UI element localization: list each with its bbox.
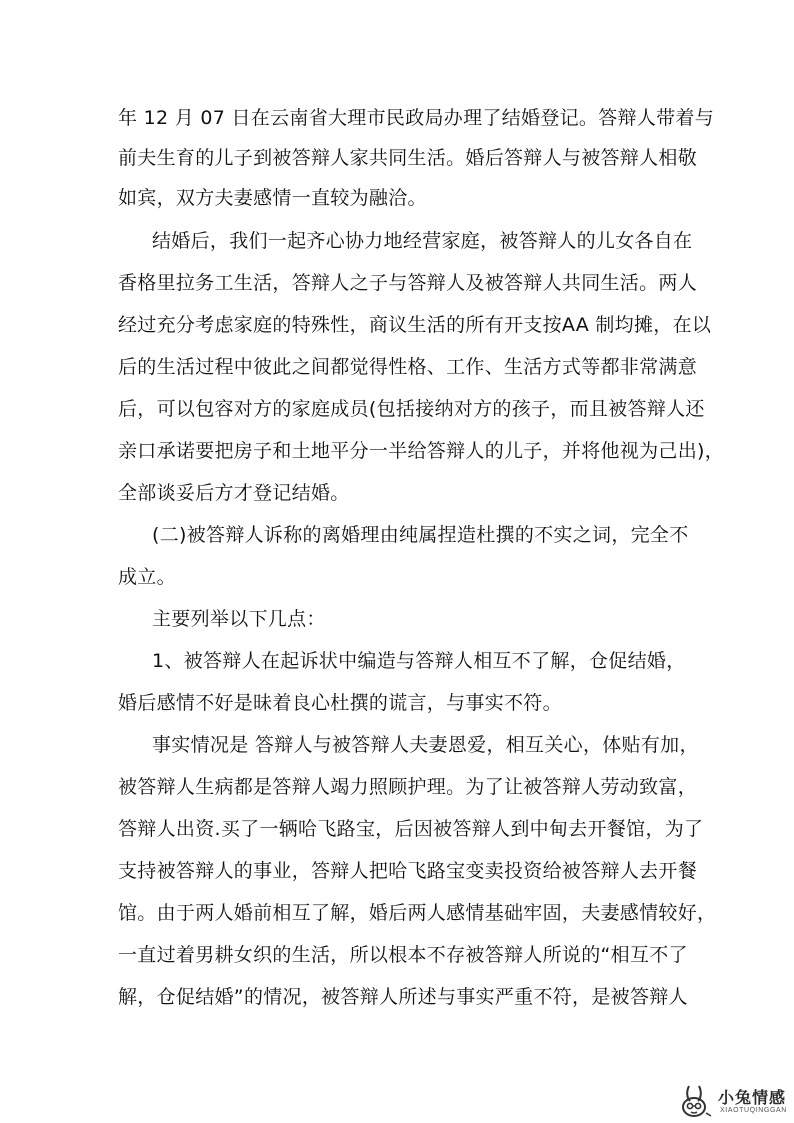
text-line: 被答辩人生病都是答辩人竭力照顾护理。为了让被答辩人劳动致富， <box>118 776 698 798</box>
text-line: 后，可以包容对方的家庭成员(包括接纳对方的孩子，而且被答辩人还 <box>118 398 705 420</box>
text-line: 馆。由于两人婚前相互了解，婚后两人感情基础牢固，夫妻感情较好， <box>118 902 717 924</box>
paragraph-first-line: 事实情况是 答辩人与被答辩人夫妻恩爱，相互关心，体贴有加， <box>152 734 699 756</box>
text-line: 如宾，双方夫妻感情一直较为融洽。 <box>118 187 427 209</box>
rabbit-logo-icon <box>676 1082 716 1120</box>
text-line: 香格里拉务工生活，答辩人之子与答辩人及被答辩人共同生活。两人 <box>118 272 698 294</box>
section-heading-line: (二)被答辩人诉称的离婚理由纯属捏造杜撰的不实之词，完全不 <box>152 524 689 546</box>
list-item-line: 1、被答辩人在起诉状中编造与答辩人相互不了解，仓促结婚， <box>152 650 686 672</box>
text-line: 婚后感情不好是昧着良心杜撰的谎言，与事实不符。 <box>118 692 562 714</box>
watermark-title: 小兔情感 <box>718 1088 787 1107</box>
text-line: 成立。 <box>118 566 176 588</box>
text-line: 答辩人出资.买了一辆哈飞路宝，后因被答辩人到中甸去开餐馆，为了 <box>118 818 704 840</box>
watermark-subtitle: XIAOTUQINGGAN <box>720 1107 787 1114</box>
text-line: 前夫生育的儿子到被答辩人家共同生活。婚后答辩人与被答辩人相敬 <box>118 147 698 169</box>
text-line: 后的生活过程中彼此之间都觉得性格、工作、生活方式等都非常满意 <box>118 356 698 378</box>
text-line: 一直过着男耕女织的生活，所以根本不存被答辩人所说的“相互不了 <box>118 944 688 966</box>
text-line: 经过充分考虑家庭的特殊性，商议生活的所有开支按AA 制均摊，在以 <box>118 314 712 336</box>
text-line: 全部谈妥后方才登记结婚。 <box>118 482 350 504</box>
watermark <box>676 1082 788 1120</box>
text-line: 支持被答辩人的事业，答辩人把哈飞路宝变卖投资给被答辩人去开餐 <box>118 860 698 882</box>
text-line: 年 12 月 07 日在云南省大理市民政局办理了结婚登记。答辩人带着与 <box>118 107 715 129</box>
paragraph-first-line: 结婚后，我们一起齐心协力地经营家庭，被答辩人的儿女各自在 <box>152 230 693 252</box>
text-line: 亲口承诺要把房子和土地平分一半给答辩人的儿子，并将他视为己出)， <box>118 440 725 462</box>
list-intro-line: 主要列举以下几点： <box>152 608 326 630</box>
text-line: 解，仓促结婚”的情况，被答辩人所述与事实严重不符，是被答辩人 <box>118 986 688 1008</box>
